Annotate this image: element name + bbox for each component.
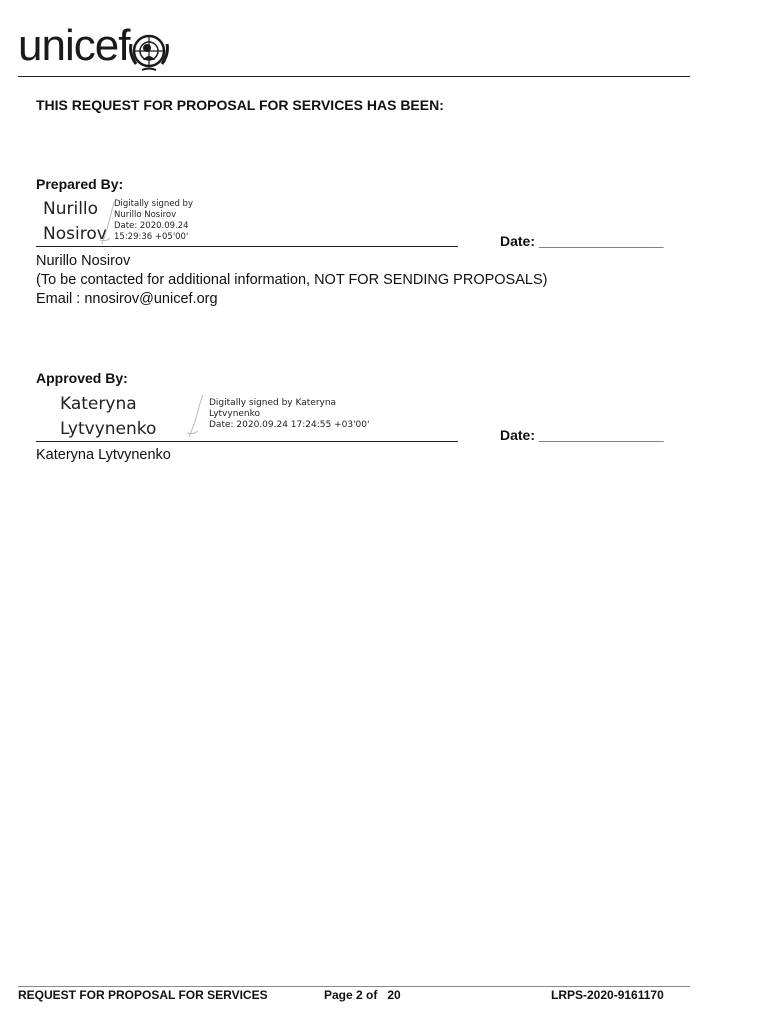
approved-sig-meta-2: Lytvynenko [209, 409, 261, 419]
prepared-name: Nurillo Nosirov [36, 253, 131, 269]
footer-page-number: Page 2 of 20 [324, 988, 401, 1002]
approved-signature-line [36, 441, 458, 442]
unicef-logo: unicef [18, 21, 130, 70]
approved-date: Date: ________________ [500, 427, 664, 443]
footer-title: REQUEST FOR PROPOSAL FOR SERVICES [18, 988, 268, 1002]
page-title: THIS REQUEST FOR PROPOSAL FOR SERVICES HAS BEEN: [36, 97, 444, 113]
approved-sig-meta-3: Date: 2020.09.24 17:24:55 +03'00' [209, 420, 370, 430]
approved-name: Kateryna Lytvynenko [36, 447, 171, 463]
prepared-email: Email : nnosirov@unicef.org [36, 291, 218, 307]
prepared-sig-meta-1: Digitally signed by [114, 199, 193, 209]
prepared-sig-meta-2: Nurillo Nosirov [114, 210, 177, 220]
approved-signature [60, 392, 156, 442]
header-rule [18, 76, 690, 77]
un-emblem-icon [128, 30, 170, 72]
prepared-note: (To be contacted for additional information, NOT FOR SENDING PROPOSALS) [36, 272, 548, 288]
approved-signature-line2: Lytvynenko [60, 419, 157, 439]
prepared-signature-line2: Nosirov [43, 224, 107, 244]
footer-reference: LRPS-2020-9161170 [551, 988, 664, 1002]
prepared-date: Date: ________________ [500, 233, 664, 249]
prepared-contact [36, 252, 547, 309]
prepared-sig-meta-4: 15:29:36 +05'00' [114, 232, 189, 242]
approved-signature-line1: Kateryna [60, 394, 137, 414]
prepared-signature-meta [114, 199, 193, 243]
footer-rule [18, 986, 690, 987]
prepared-signature-line1: Nurillo [43, 199, 99, 219]
prepared-by-label: Prepared By: [36, 176, 124, 192]
approved-by-label: Approved By: [36, 370, 128, 386]
prepared-sig-meta-3: Date: 2020.09.24 [114, 221, 189, 231]
signature-mark-icon [185, 393, 207, 439]
approved-signature-meta [209, 398, 369, 431]
prepared-signature-line [36, 246, 458, 247]
approved-sig-meta-1: Digitally signed by Kateryna [209, 398, 337, 408]
